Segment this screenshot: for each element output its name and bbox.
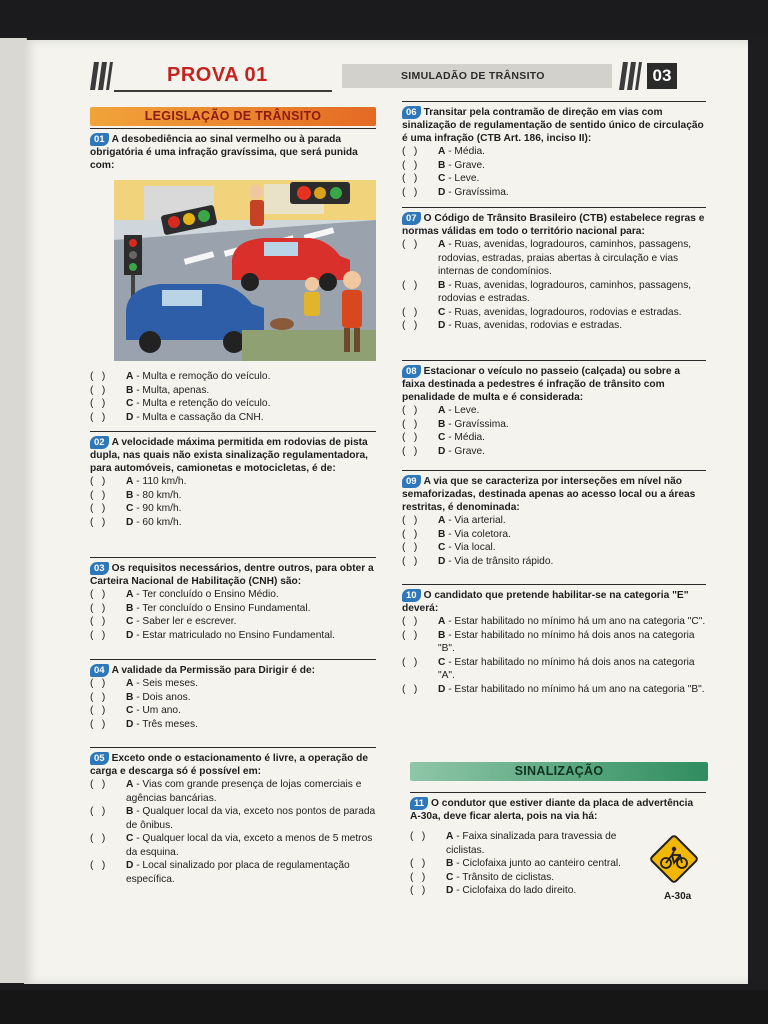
page-number: 03	[647, 63, 677, 89]
header-subtitle: SIMULADÃO DE TRÂNSITO	[401, 70, 545, 82]
option-a[interactable]: ( ) A - 110 km/h.	[90, 476, 187, 487]
option-c[interactable]: ( ) C - Um ano.	[90, 705, 181, 716]
question-number: 02	[90, 436, 109, 449]
section-sinalizacao: SINALIZAÇÃO	[410, 762, 708, 781]
option-c[interactable]: ( ) C - Via local.	[402, 542, 496, 553]
question-03	[90, 557, 376, 642]
option-c[interactable]: ( ) C - Ruas, avenidas, logradouros, rodovias e estradas.	[402, 306, 682, 318]
option-a[interactable]: ( ) A - Vias com grande presença de lojas comerciais e agências bancárias.	[90, 779, 362, 804]
exam-title: PROVA 01	[167, 64, 268, 86]
header-rule	[114, 90, 332, 92]
option-a[interactable]: ( ) A - Via arterial.	[402, 515, 506, 526]
option-d[interactable]: ( ) D - Ruas, avenidas, rodovias e estradas.	[402, 320, 623, 331]
question-11	[410, 792, 706, 823]
question-02	[90, 431, 376, 529]
option-a[interactable]: ( ) A - Estar habilitado no mínimo há um ano na categoria "C".	[402, 616, 706, 627]
question-text: O Código de Trânsito Brasileiro (CTB) estabelece regras e normas válidas em todo o território nacional para:	[402, 213, 705, 237]
option-c[interactable]: ( ) C - Estar habilitado no mínimo há dois anos na categoria "A".	[402, 656, 695, 681]
option-b[interactable]: ( ) B - Via coletora.	[402, 528, 511, 540]
question-number: 09	[402, 475, 421, 488]
question-number: 06	[402, 106, 421, 119]
option-b[interactable]: ( ) B - Multa, apenas.	[90, 384, 210, 396]
option-d[interactable]: ( ) D - 60 km/h.	[90, 516, 182, 528]
option-a[interactable]: ( ) A - Média.	[402, 146, 485, 157]
option-d[interactable]: ( ) D - Três meses.	[90, 718, 198, 730]
option-c[interactable]: ( ) C - 90 km/h.	[90, 503, 182, 514]
question-08	[402, 360, 706, 458]
question-09	[402, 470, 706, 568]
option-b[interactable]: ( ) B - Grave.	[402, 159, 485, 171]
option-d[interactable]: ( ) D - Multa e cassação da CNH.	[90, 411, 264, 423]
question-text: Estacionar o veículo no passeio (calçada) ou sobre a faixa destinada a pedestres é infração de trânsito com penalidade de multa e é considerada:	[402, 366, 681, 403]
question-number: 05	[90, 752, 109, 765]
question-07	[402, 207, 706, 333]
option-b[interactable]: ( ) B - Gravíssima.	[402, 418, 509, 430]
photo-background-top	[0, 0, 768, 36]
option-b[interactable]: ( ) B - Ruas, avenidas, logradouros, caminhos, passagens, rodovias e estradas.	[402, 279, 692, 304]
option-c[interactable]: ( ) C - Saber ler e escrever.	[90, 616, 237, 627]
question-number: 10	[402, 589, 421, 602]
traffic-illustration	[114, 180, 376, 361]
option-b[interactable]: ( ) B - Ter concluído o Ensino Fundamental.	[90, 602, 311, 614]
option-d[interactable]: ( ) D - Ciclofaixa do lado direito.	[410, 885, 577, 896]
question-number: 01	[90, 133, 109, 146]
question-01-options	[90, 370, 376, 424]
option-a[interactable]: ( ) A - Multa e remoção do veículo.	[90, 371, 271, 382]
question-text: O candidato que pretende habilitar-se na categoria "E" deverá:	[402, 590, 689, 614]
question-text: A validade da Permissão para Dirigir é de:	[111, 665, 316, 676]
photo-background-bottom	[0, 990, 768, 1024]
option-b[interactable]: ( ) B - Estar habilitado no mínimo há dois anos na categoria "B".	[402, 629, 695, 654]
question-text: Os requisitos necessários, dentre outros, para obter a Carteira Nacional de Habilitação (CNH) são:	[90, 563, 374, 587]
question-number: 04	[90, 664, 109, 677]
option-d[interactable]: ( ) D - Estar habilitado no mínimo há um ano na categoria "B".	[402, 683, 705, 695]
question-text: Transitar pela contramão de direção em vias com sinalização de regulamentação de sentido único de circulação é uma infração (CTB Art. 186, inciso II):	[402, 107, 704, 144]
option-a[interactable]: ( ) A - Leve.	[402, 405, 480, 416]
option-a[interactable]: ( ) A - Ruas, avenidas, logradouros, caminhos, passagens, rodovias, estradas, praias abertas à circulação e vias internas de condomínios.	[402, 239, 692, 277]
option-d[interactable]: ( ) D - Gravíssima.	[402, 186, 509, 198]
option-c[interactable]: ( ) C - Média.	[402, 432, 485, 443]
question-04	[90, 659, 376, 731]
question-05	[90, 747, 376, 886]
question-text: Exceto onde o estacionamento é livre, a operação de carga e descarga só é possível em:	[90, 753, 369, 777]
question-number: 07	[402, 212, 421, 225]
question-10	[402, 584, 706, 696]
bicycle-icon	[650, 835, 698, 883]
option-a[interactable]: ( ) A - Ter concluído o Ensino Médio.	[90, 589, 279, 600]
question-01	[90, 128, 376, 172]
question-number: 08	[402, 365, 421, 378]
question-text: A via que se caracteriza por interseções em nível não semaforizadas, destinada apenas ao acesso local ou a áreas restritas, é denominada:	[402, 476, 696, 513]
option-d[interactable]: ( ) D - Via de trânsito rápido.	[402, 555, 554, 567]
option-d[interactable]: ( ) D - Local sinalizado por placa de regulamentação específica.	[90, 860, 350, 885]
book-page	[24, 40, 748, 984]
option-b[interactable]: ( ) B - Dois anos.	[90, 691, 191, 703]
sign-code: A-30a	[664, 891, 692, 902]
option-b[interactable]: ( ) B - 80 km/h.	[90, 489, 182, 501]
option-b[interactable]: ( ) B - Qualquer local da via, exceto nos pontos de parada de ônibus.	[90, 806, 376, 831]
question-text: A velocidade máxima permitida em rodovias de pista dupla, nas quais não exista sinalização regulamentadora, para automóveis, camionetas e motocicletas, é de:	[90, 437, 368, 474]
option-c[interactable]: ( ) C - Leve.	[402, 173, 480, 184]
section-legislacao: LEGISLAÇÃO DE TRÂNSITO	[90, 107, 376, 126]
question-06	[402, 101, 706, 199]
question-text: O condutor que estiver diante da placa de advertência A-30a, deve ficar alerta, pois na via há:	[410, 798, 694, 822]
question-text: A desobediência ao sinal vermelho ou à parada obrigatória é uma infração gravíssima, que será punida com:	[90, 134, 358, 171]
question-11-options	[410, 830, 638, 898]
question-number: 11	[410, 797, 428, 810]
option-d[interactable]: ( ) D - Estar matriculado no Ensino Fundamental.	[90, 629, 335, 641]
option-c[interactable]: ( ) C - Multa e retenção do veículo.	[90, 398, 271, 409]
question-number: 03	[90, 562, 109, 575]
option-d[interactable]: ( ) D - Grave.	[402, 445, 485, 457]
option-a[interactable]: ( ) A - Faixa sinalizada para travessia de ciclistas.	[410, 831, 617, 856]
option-c[interactable]: ( ) C - Trânsito de ciclistas.	[410, 871, 555, 883]
option-b[interactable]: ( ) B - Ciclofaixa junto ao canteiro central.	[410, 858, 621, 869]
left-page-edge	[0, 38, 27, 983]
option-a[interactable]: ( ) A - Seis meses.	[90, 678, 198, 689]
option-c[interactable]: ( ) C - Qualquer local da via, exceto a menos de 5 metros da esquina.	[90, 833, 373, 858]
